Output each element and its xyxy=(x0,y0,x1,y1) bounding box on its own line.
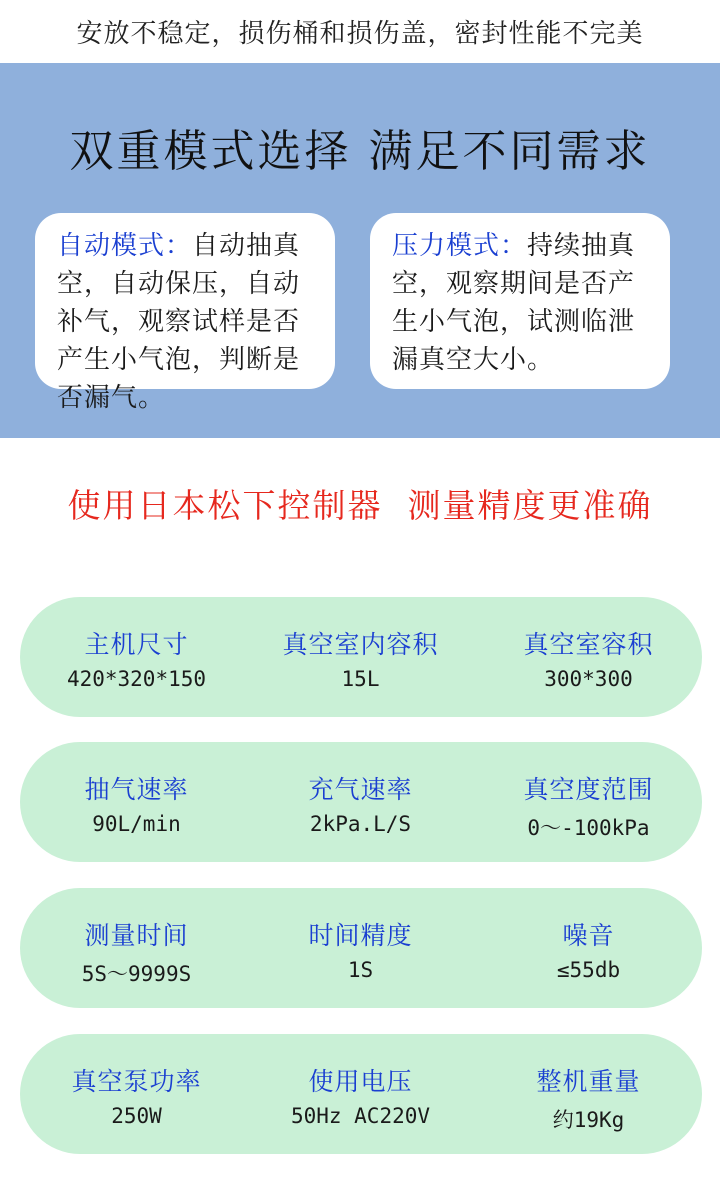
auto-mode-label: 自动模式： xyxy=(57,231,193,261)
pressure-mode-label: 压力模式： xyxy=(392,231,528,261)
spec-label: 测量时间 xyxy=(84,921,189,950)
spec-label: 充气速率 xyxy=(308,775,413,804)
spec-value: 1S xyxy=(347,958,374,982)
spec-value: 15L xyxy=(341,667,380,691)
spec-item xyxy=(475,597,702,717)
pressure-mode-card xyxy=(370,213,670,389)
spec-label: 抽气速率 xyxy=(84,775,189,804)
spec-item xyxy=(475,1034,702,1154)
spec-label: 真空室内容积 xyxy=(282,630,439,659)
spec-item xyxy=(247,742,474,862)
spec-value: 5S～9999S xyxy=(81,962,192,986)
spec-row xyxy=(20,888,702,1008)
spec-value: ≤55db xyxy=(556,958,621,982)
spec-value: 50Hz AC220V xyxy=(290,1104,431,1128)
controller-line: 使用日本松下控制器 测量精度更准确 xyxy=(67,486,653,525)
spec-value: 420*320*150 xyxy=(66,667,207,691)
spec-item xyxy=(475,888,702,1008)
spec-item xyxy=(247,888,474,1008)
spec-item xyxy=(23,742,250,862)
spec-value: 2kPa.L/S xyxy=(309,812,412,836)
spec-label: 真空泵功率 xyxy=(71,1067,202,1096)
spec-value: 0～-100kPa xyxy=(527,816,650,840)
spec-item xyxy=(247,1034,474,1154)
auto-mode-text: 自动抽真空，自动保压，自动补气，观察试样是否产生小气泡，判断是否漏气。 xyxy=(57,231,301,413)
auto-mode-card xyxy=(35,213,335,413)
spec-value: 约19Kg xyxy=(552,1108,625,1132)
pressure-mode-text: 持续抽真空，观察期间是否产生小气泡，试测临泄漏真空大小。 xyxy=(392,231,636,375)
spec-item xyxy=(247,597,474,717)
spec-label: 真空度范围 xyxy=(523,775,654,804)
spec-row xyxy=(20,1034,702,1154)
spec-value: 300*300 xyxy=(544,667,633,691)
spec-item xyxy=(23,597,250,717)
spec-label: 主机尺寸 xyxy=(84,630,189,659)
mode-title: 双重模式选择 满足不同需求 xyxy=(69,126,651,177)
spec-label: 使用电压 xyxy=(308,1067,413,1096)
mode-section xyxy=(0,63,720,438)
spec-item xyxy=(23,888,250,1008)
spec-label: 整机重量 xyxy=(536,1067,641,1096)
spec-item xyxy=(23,1034,250,1154)
spec-row xyxy=(20,742,702,862)
spec-label: 时间精度 xyxy=(308,921,413,950)
spec-item xyxy=(475,742,702,862)
spec-row xyxy=(20,597,702,717)
top-note: 安放不稳定，损伤桶和损伤盖，密封性能不完美 xyxy=(76,18,644,49)
spec-value: 250W xyxy=(111,1104,162,1128)
spec-label: 噪音 xyxy=(562,921,615,950)
spec-value: 90L/min xyxy=(92,812,181,836)
spec-label: 真空室容积 xyxy=(523,630,654,659)
